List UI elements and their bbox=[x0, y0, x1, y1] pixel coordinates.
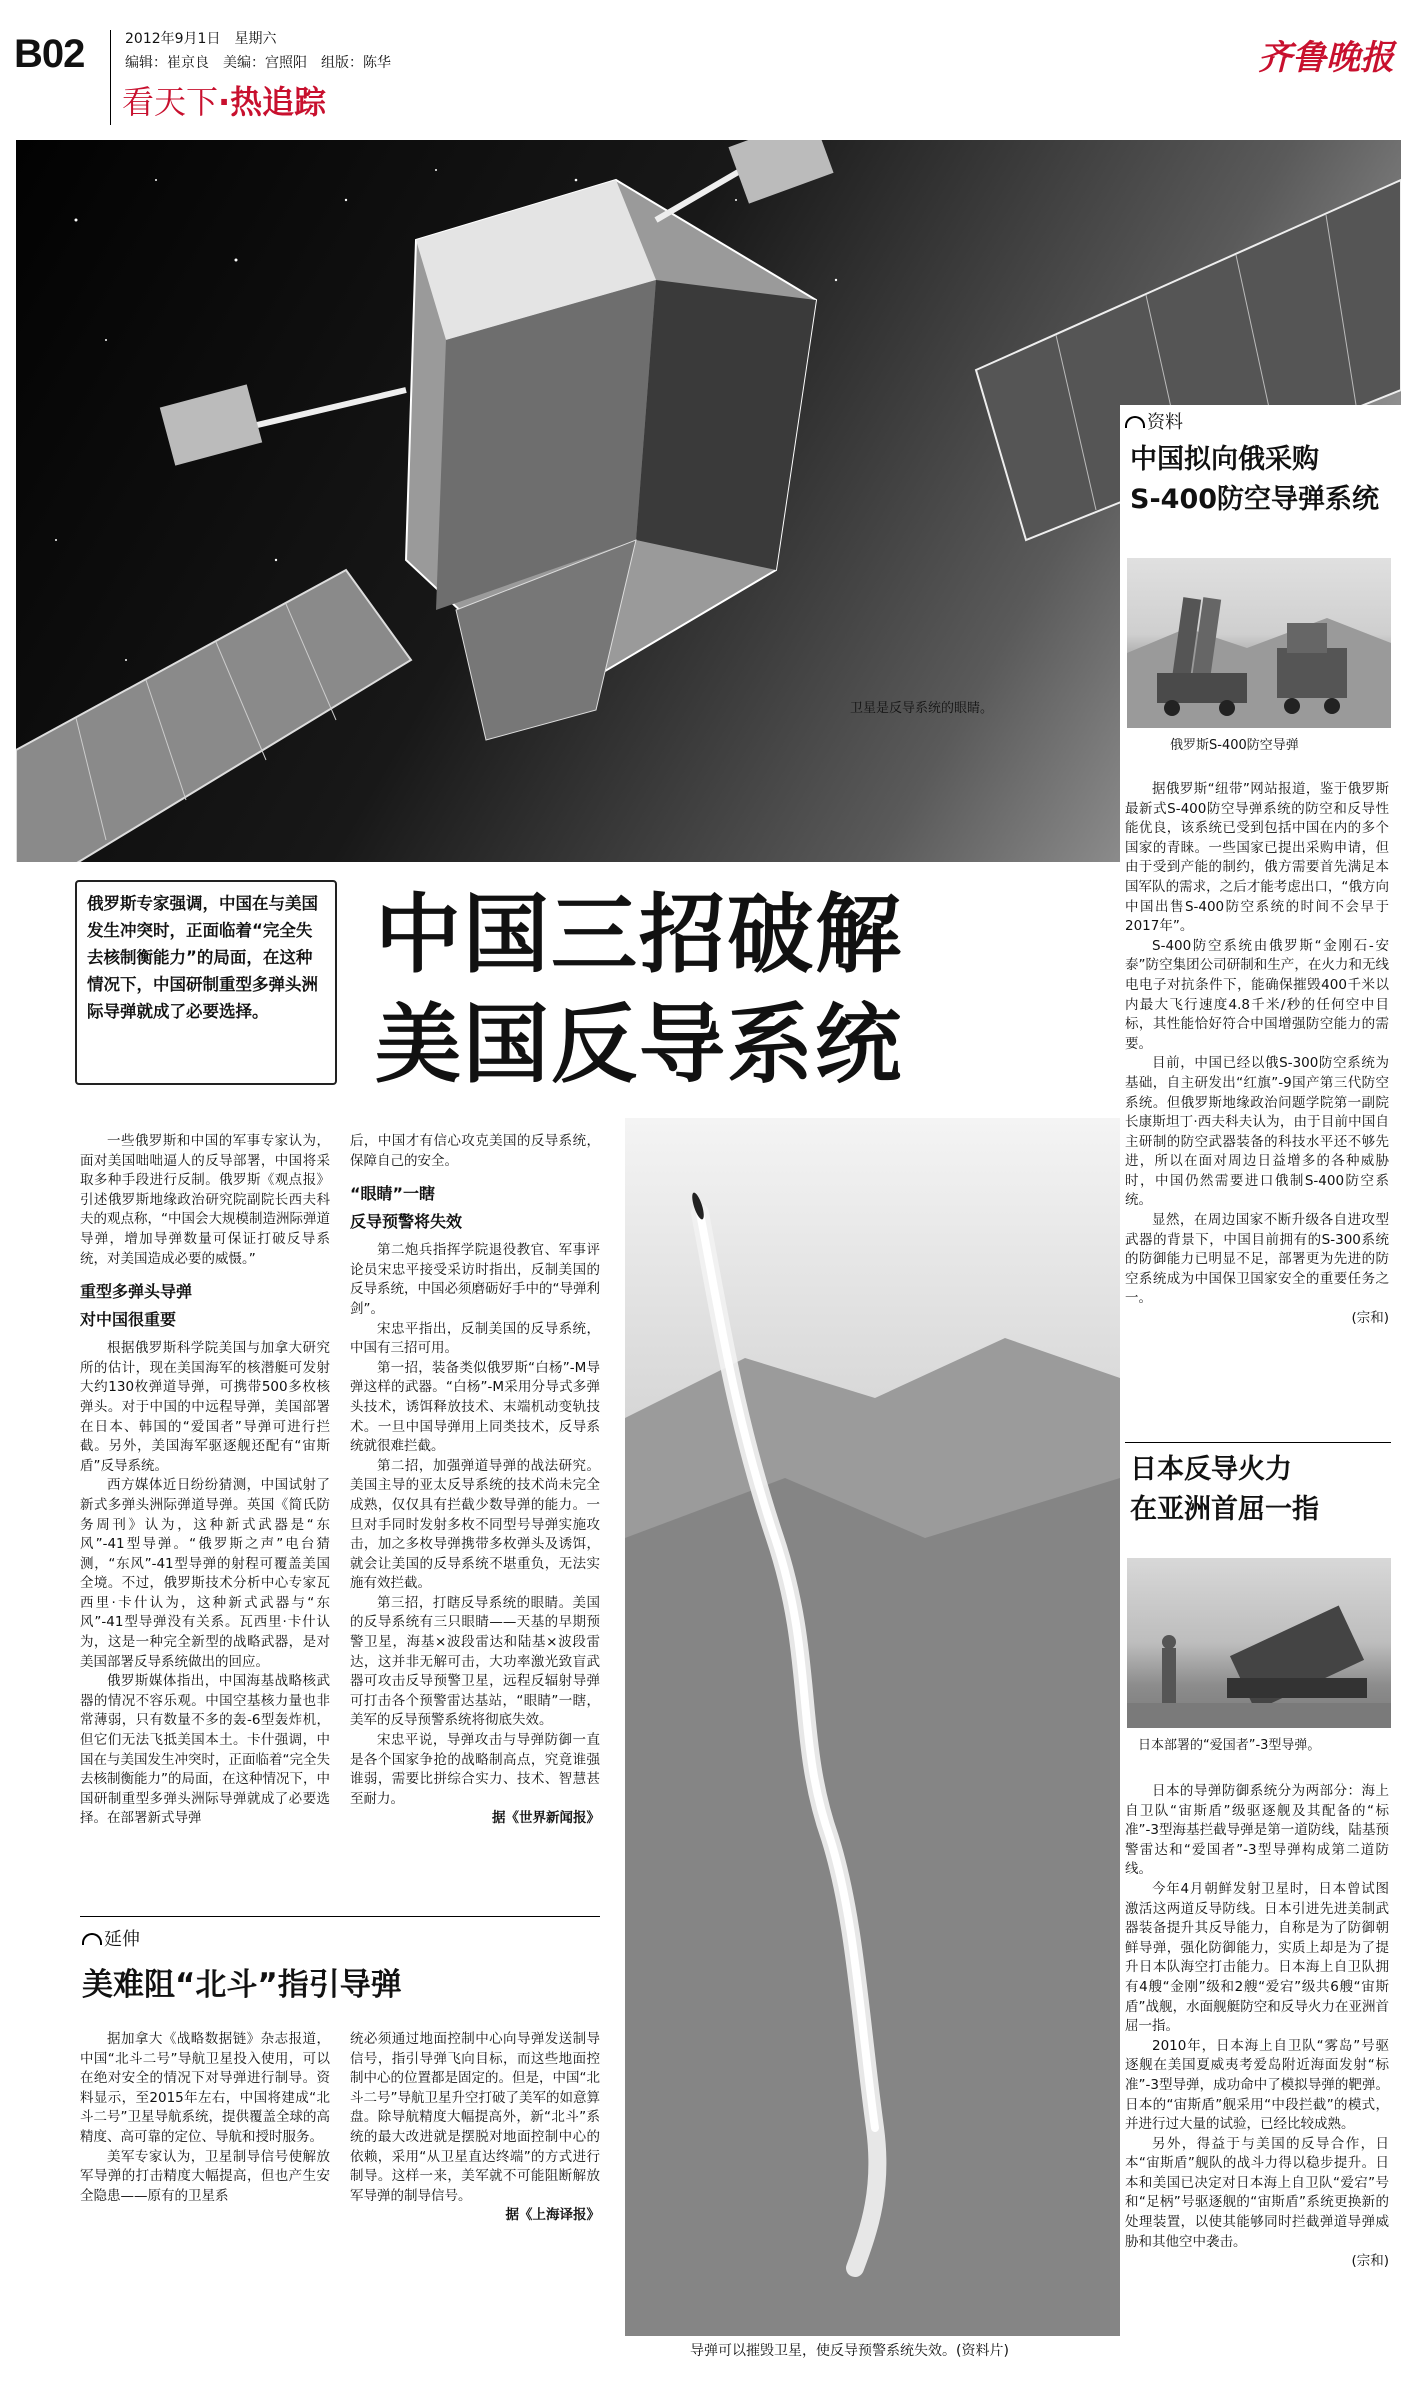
missile-caption: 导弹可以摧毁卫星，使反导预警系统失效。(资料片) bbox=[690, 2343, 1009, 2359]
beidou-col1 bbox=[80, 2030, 330, 2206]
subheading-line2: 对中国很重要 bbox=[80, 1310, 177, 1330]
pullquote-box bbox=[75, 880, 337, 1085]
article-paragraph: 一些俄罗斯和中国的军事专家认为，面对美国咄咄逼人的反导部署，中国将采取多种手段进行反制。俄罗斯《观点报》引述俄罗斯地缘政治研究院副院长西夫科夫的观点称，“中国会大规模制造洲际弹道导弹，增加导弹数量可保证打破反导系统，对美国造成必要的威慑。” bbox=[80, 1133, 330, 1267]
article-paragraph: 第二炮兵指挥学院退役教官、军事评论员宋忠平接受采访时指出，反制美国的反导系统，中国必须磨砺好手中的“导弹利剑”。 bbox=[350, 1242, 600, 1317]
header-vertical-rule bbox=[110, 30, 111, 125]
main-article-col2 bbox=[350, 1132, 600, 1829]
article-paragraph: 根据俄罗斯科学院美国与加拿大研究所的估计，现在美国海军的核潜艇可发射大约130枚弹道导弹，可携带500多枚核弹头。对于中国的中远程导弹，美国部署在日本、韩国的“爱国者”导弹可进行拦截。另外，美国海军驱逐舰还配有“宙斯盾”反导系统。 bbox=[80, 1340, 330, 1474]
s400-source: (宗和) bbox=[1351, 1310, 1389, 1327]
satellite-caption: 卫星是反导系统的眼睛。 bbox=[850, 701, 994, 716]
beidou-paragraph: 统必须通过地面控制中心向导弹发送制导信号，指引导弹飞向目标，而这些地面控制中心的位置都是固定的。但是，中国“北斗二号”导航卫星升空打破了美军的如意算盘。除导航精度大幅提高外，新“北斗”系统的最大改进就是摆脱对地面控制中心的依赖，采用“从卫星直达终端”的方式进行制导。这样一来，美军就不可能阻断解放军导弹的制导信号。 bbox=[350, 2031, 600, 2204]
s400-article bbox=[1125, 780, 1389, 1329]
japan-article bbox=[1125, 1782, 1389, 2272]
s400-paragraph: 目前，中国已经以俄S-300防空系统为基础，自主研发出“红旗”-9国产第三代防空系统。但俄罗斯地缘政治问题学院第一副院长康斯坦丁·西夫科夫认为，由于目前中国自主研制的防空武器装备的科技水平还不够先进，所以在面对周边日益增多的各种威胁时，中国仍然需要进口俄制S-400防空系统。 bbox=[1125, 1055, 1389, 1209]
main-headline-line2: 美国反导系统 bbox=[375, 995, 903, 1095]
s400-launcher-illustration bbox=[1127, 558, 1391, 728]
s400-tag-label: 资料 bbox=[1147, 412, 1183, 433]
section-title bbox=[122, 82, 326, 122]
article-paragraph: 后，中国才有信心攻克美国的反导系统，保障自己的安全。 bbox=[350, 1133, 600, 1169]
subheading-line1: “眼睛”一瞎 bbox=[350, 1184, 436, 1204]
section-dot: · bbox=[218, 83, 231, 121]
article-paragraph: 西方媒体近日纷纷猜测，中国试射了新式多弹头洲际弹道导弹。英国《简氏防务周刊》认为，这种新式武器是“东风”-41型导弹。“俄罗斯之声”电台猜测，“东风”-41型导弹的射程可覆盖美国全境。不过，俄罗斯技术分析中心专家瓦西里·卡什认为，这种新式武器与“东风”-41型导弹没有关系。瓦西里·卡什认为，这是一种完全新型的战略武器，是对美国部署反导系统做出的回应。 bbox=[80, 1477, 330, 1670]
tag-marker-icon bbox=[1125, 416, 1145, 428]
s400-title-line2: S-400防空导弹系统 bbox=[1130, 484, 1380, 515]
sidebar-divider bbox=[1125, 1442, 1391, 1443]
s400-photo-caption: 俄罗斯S-400防空导弹 bbox=[1170, 738, 1299, 753]
subheading-line1: 重型多弹头导弹 bbox=[80, 1282, 193, 1302]
japan-patriot-photo bbox=[1127, 1558, 1391, 1728]
main-headline-line1: 中国三招破解 bbox=[375, 885, 903, 985]
article-paragraph: 宋忠平说，导弹攻击与导弹防御一直是各个国家争抢的战略制高点，究竟谁强谁弱，需要比拼综合实力、技术、智慧甚至耐力。 bbox=[350, 1732, 600, 1807]
beidou-source: 据《上海译报》 bbox=[505, 2207, 600, 2224]
patriot-launcher-illustration bbox=[1127, 1558, 1391, 1728]
japan-title-line1: 日本反导火力 bbox=[1130, 1454, 1292, 1485]
s400-paragraph: 显然，在周边国家不断升级各自进攻型武器的背景下，中国目前拥有的S-300系统的防御能力已明显不足，部署更为先进的防空系统成为中国保卫国家安全的重要任务之一。 bbox=[1125, 1212, 1389, 1307]
s400-title-line1: 中国拟向俄采购 bbox=[1130, 444, 1319, 475]
japan-title bbox=[1130, 1450, 1319, 1530]
main-article-col1 bbox=[80, 1132, 330, 1829]
article-paragraph: 俄罗斯媒体指出，中国海基战略核武器的情况不容乐观。中国空基核力量也非常薄弱，只有数量不多的轰-6型轰炸机，但它们无法飞抵美国本土。卡什强调，中国在与美国发生冲突时，正面临着“完全失去核制衡能力”的局面，在这种情况下，中国研制重型多弹头洲际导弹就成了必要选择。在部署新式导弹 bbox=[80, 1673, 330, 1827]
japan-paragraph: 另外，得益于与美国的反导合作，日本“宙斯盾”舰队的战斗力得以稳步提升。日本和美国已决定对日本海上自卫队“爱宕”号和“足柄”号驱逐舰的“宙斯盾”系统更换新的处理装置，以使其能够同时拦截弹道导弹威胁和其他空中袭击。 bbox=[1125, 2135, 1389, 2250]
article-paragraph: 第三招，打瞎反导系统的眼睛。美国的反导系统有三只眼睛——天基的早期预警卫星，海基×波段雷达和陆基×波段雷达，这并非无解可击，大功率激光致盲武器可攻击反导预警卫星，远程反辐射导弹可打击各个预警雷达基站，“眼睛”一瞎，美军的反导预警系统将彻底失效。 bbox=[350, 1594, 600, 1729]
masthead-logo: 齐鲁晚报 bbox=[1258, 38, 1394, 78]
beidou-title: 美难阻“北斗”指引导弹 bbox=[82, 1967, 402, 2003]
japan-paragraph: 日本的导弹防御系统分为两部分：海上自卫队“宙斯盾”级驱逐舰及其配备的“标准”-3型海基拦截导弹是第一道防线，陆基预警雷达和“爱国者”-3型导弹构成第二道防线。 bbox=[1125, 1783, 1389, 1878]
japan-paragraph: 今年4月朝鲜发射卫星时，日本曾试图激活这两道反导防线。日本引进先进美制武器装备提升其反导能力，自称是为了防御朝鲜导弹，强化防御能力，实质上却是为了提升日本队海空打击能力。日本海上自卫队拥有4艘“金刚”级和2艘“爱宕”级共6艘“宙斯盾”战舰，水面舰艇防空和反导火力在亚洲首屈一指。 bbox=[1125, 1880, 1389, 2035]
s400-tag bbox=[1125, 408, 1183, 434]
japan-source: (宗和) bbox=[1351, 2253, 1389, 2270]
japan-title-line2: 在亚洲首屈一指 bbox=[1130, 1494, 1319, 1525]
article-paragraph: 第二招，加强弹道导弹的战法研究。美国主导的亚太反导系统的技术尚未完全成熟，仅仅具有拦截少数导弹的能力。一旦对手同时发射多枚不同型号导弹实施攻击，加之多枚导弹携带多枚弹头及诱饵，就会让美国的反导系统不堪重负，无法实施有效拦截。 bbox=[350, 1457, 600, 1592]
article-source: 据《世界新闻报》 bbox=[492, 1810, 600, 1827]
s400-paragraph: 据俄罗斯“纽带”网站报道，鉴于俄罗斯最新式S-400防空导弹系统的防空和反导性能优良，该系统已受到包括中国在内的多个国家的青睐。一些国家已提出采购申请，但由于受到产能的制约，俄方需要首先满足本国军队的需求，之后才能考虑出口，“俄方向中国出售S-400防空系统的时间不会早于2017年”。 bbox=[1125, 781, 1389, 935]
section-name: 热追踪 bbox=[230, 83, 327, 121]
beidou-divider bbox=[80, 1916, 600, 1917]
page-number: B02 bbox=[14, 32, 85, 76]
s400-title bbox=[1130, 440, 1379, 520]
tag-marker-icon bbox=[82, 1933, 102, 1945]
subheading-line2: 反导预警将失效 bbox=[350, 1212, 463, 1232]
article-paragraph: 第一招，装备类似俄罗斯“白杨”-M导弹这样的武器。“白杨”-M采用分导式多弹头技术，诱饵释放技术、末端机动变轨技术。一旦中国导弹用上同类技术，反导系统就很难拦截。 bbox=[350, 1359, 600, 1455]
beidou-tag-label: 延伸 bbox=[104, 1929, 140, 1950]
main-headline bbox=[375, 880, 903, 1100]
s400-photo bbox=[1127, 558, 1391, 728]
missile-illustration bbox=[625, 1118, 1120, 2336]
beidou-col2 bbox=[350, 2030, 600, 2226]
japan-paragraph: 2010年，日本海上自卫队“雾岛”号驱逐舰在美国夏威夷考爱岛附近海面发射“标准”-3型导弹，成功命中了模拟导弹的靶弹。日本的“宙斯盾”舰采用“中段拦截”的模式，并进行过大量的试验，已经比较成熟。 bbox=[1125, 2037, 1389, 2133]
s400-paragraph: S-400防空系统由俄罗斯“金刚石-安泰”防空集团公司研制和生产，在火力和无线电电子对抗条件下，能确保摧毁400千米以内最大飞行速度4.8千米/秒的任何空中目标，其性能恰好符合中国增强防空能力的需要。 bbox=[1125, 937, 1389, 1052]
staff-line: 编辑：崔京良 美编：宫照阳 组版：陈华 bbox=[125, 55, 391, 71]
beidou-paragraph: 据加拿大《战略数据链》杂志报道，中国“北斗二号”导航卫星投入使用，可以在绝对安全的情况下对导弹进行制导。资料显示，至2015年左右，中国将建成“北斗二号”卫星导航系统，提供覆盖全球的高精度、高可靠的定位、导航和授时服务。 bbox=[80, 2031, 330, 2145]
article-paragraph: 宋忠平指出，反制美国的反导系统，中国有三招可用。 bbox=[350, 1320, 600, 1357]
beidou-paragraph: 美军专家认为，卫星制导信号使解放军导弹的打击精度大幅提高，但也产生安全隐患——原有的卫星系 bbox=[80, 2148, 330, 2204]
date-line: 2012年9月1日 星期六 bbox=[125, 31, 277, 47]
pullquote-text: 俄罗斯专家强调，中国在与美国发生冲突时，正面临着“完全失去核制衡能力”的局面，在这种情况下，中国研制重型多弹头洲际导弹就成了必要选择。 bbox=[87, 894, 318, 1021]
section-prefix: 看天下 bbox=[122, 83, 219, 121]
japan-photo-caption: 日本部署的“爱国者”-3型导弹。 bbox=[1138, 1738, 1321, 1753]
missile-launch-photo bbox=[625, 1118, 1120, 2336]
beidou-tag bbox=[82, 1925, 140, 1951]
